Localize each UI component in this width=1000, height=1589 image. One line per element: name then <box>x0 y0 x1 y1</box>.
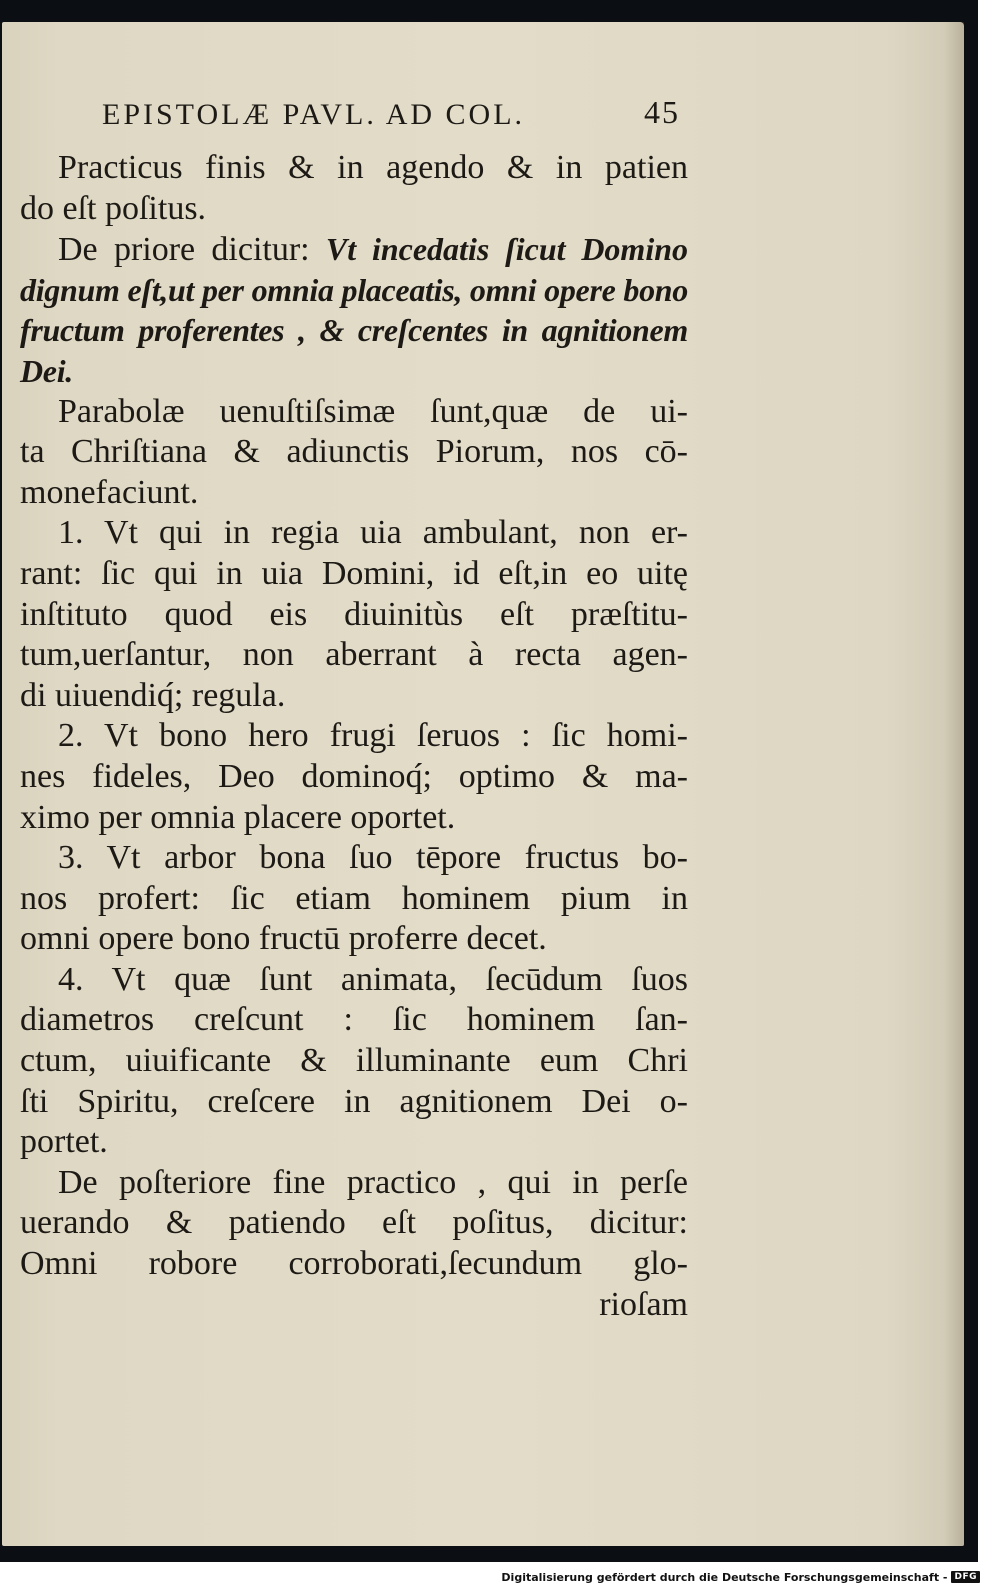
numbered-point-line: 4. Vt quæ ſunt animata, ſecūdum ſuos <box>58 960 688 998</box>
text-line: diametros creſcunt : ſic hominem ſan- <box>20 1001 688 1039</box>
text-line: tum,uerſantur, non aberrant à recta agen- <box>20 636 688 674</box>
text-line: Omni robore corroborati,ſecundum glo- <box>20 1245 688 1283</box>
text-line: nes fideles, Deo dominoq́; optimo & ma- <box>20 757 688 795</box>
numbered-point-line: 3. Vt arbor bona ſuo tēpore fructus bo- <box>58 839 688 877</box>
text-line: omni opere bono fructū proferre decet. <box>20 920 547 958</box>
text-line: do eſt poſitus. <box>20 189 207 227</box>
text-line: Parabolæ uenuſtiſsimæ ſunt,quæ de ui- <box>58 392 688 430</box>
text-line: portet. <box>20 1123 108 1161</box>
text-line-roman: De priore dicitur: <box>58 231 326 269</box>
text-line: inſtituto quod eis diuinitùs eſt præſtitu- <box>20 595 688 633</box>
text-line: rant: ſic qui in uia Domini, id eſt,in eo uitę <box>20 554 688 592</box>
text-line: uerando & patiendo eſt poſitus, dicitur: <box>20 1204 688 1242</box>
page-number: 45 <box>644 94 680 130</box>
text-line: ximo per omnia placere oportet. <box>20 798 456 836</box>
text-line: monefaciunt. <box>20 473 199 511</box>
dfg-logo: DFG <box>951 1571 980 1583</box>
digitization-credit <box>501 1568 980 1586</box>
numbered-point-line: 1. Vt qui in regia uia ambulant, non er- <box>58 514 688 552</box>
italic-quote-line: dignum eſt,ut per omnia placeatis, omni opere bono <box>20 271 688 308</box>
text-line <box>20 229 688 270</box>
text-line: ctum, uiuificante & illuminante eum Chri <box>20 1042 688 1080</box>
running-title: EPISTOLÆ PAVL. AD COL. <box>102 98 526 131</box>
catchword: rioſam <box>599 1285 688 1323</box>
page-text-block <box>20 92 688 1325</box>
italic-quote-line: Dei. <box>20 352 74 389</box>
text-line: Practicus finis & in agendo & in patien <box>58 149 688 186</box>
credit-text: Digitalisierung gefördert durch die Deutsche Forschungsgemeinschaft - <box>501 1570 948 1584</box>
text-line: ta Chriſtiana & adiunctis Piorum, nos cō- <box>20 433 688 471</box>
text-line: nos profert: ſic etiam hominem pium in <box>20 879 688 917</box>
text-line: ſti Spiritu, creſcere in agnitionem Dei o- <box>20 1082 688 1120</box>
numbered-point-line: 2. Vt bono hero frugi ſeruos : ſic homi- <box>58 717 688 755</box>
text-line: di uiuendiq́; regula. <box>20 676 286 714</box>
page-header <box>20 92 688 148</box>
text-line-italic: Vt incedatis ſicut Domino <box>325 231 688 268</box>
book-page <box>2 22 964 1546</box>
italic-quote-line: fructum proferentes , & creſcentes in agnitionem <box>20 312 688 349</box>
text-line: De poſteriore fine practico , qui in perſe <box>58 1163 688 1201</box>
